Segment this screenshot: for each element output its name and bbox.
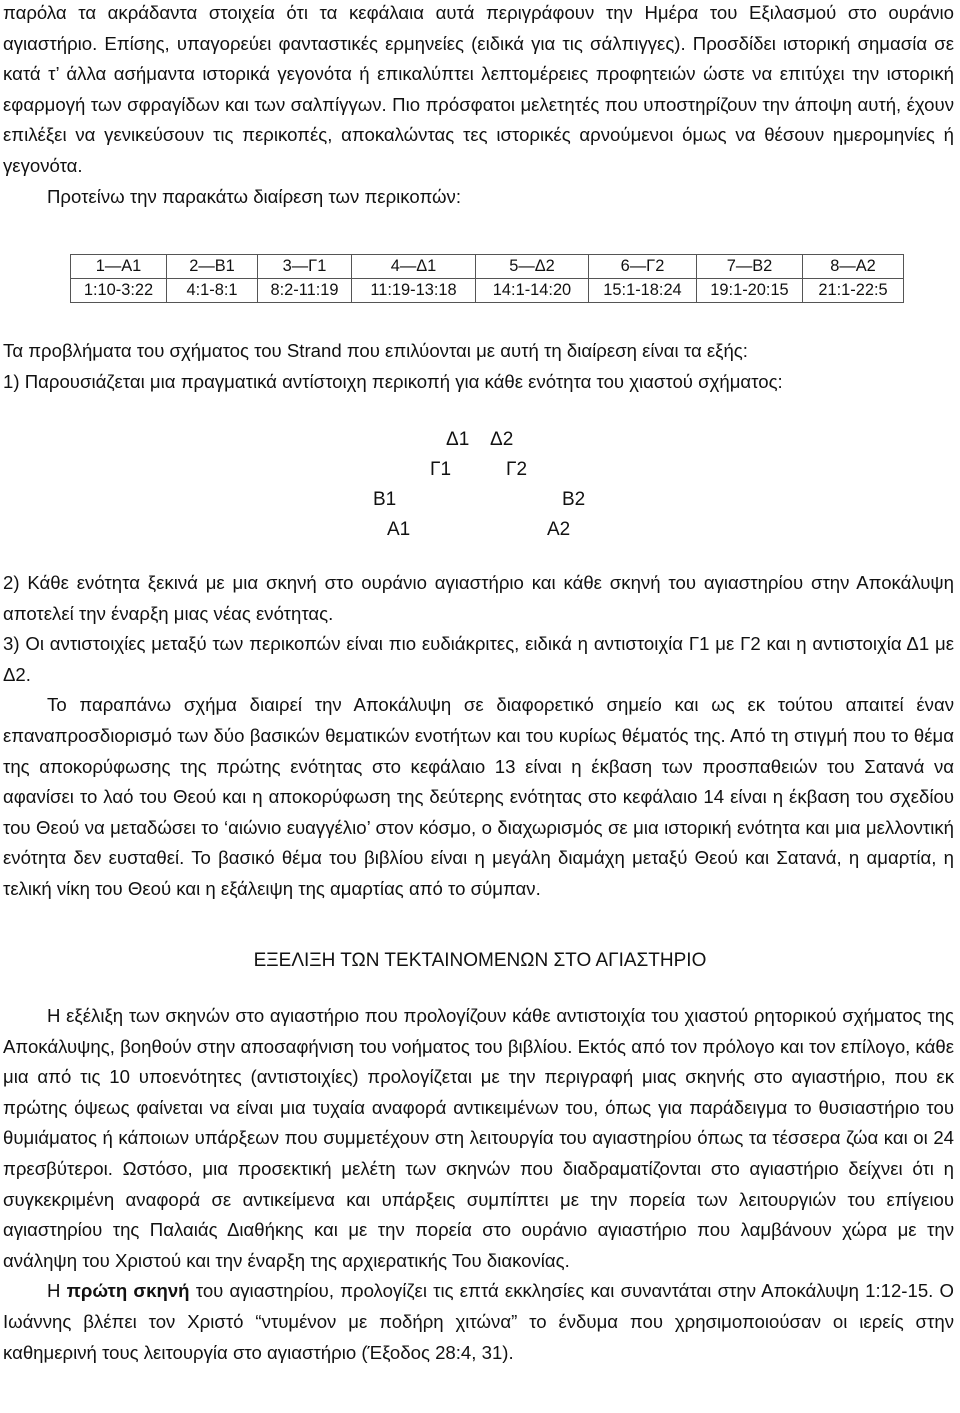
table-cell: 3—Γ1	[258, 255, 352, 279]
table-cell: 4—Δ1	[352, 255, 476, 279]
table-cell: 11:19-13:18	[352, 279, 476, 303]
table-cell: 15:1-18:24	[589, 279, 697, 303]
intro-section	[3, 0, 954, 212]
theme-paragraph: Το παραπάνω σχήμα διαιρεί την Αποκάλυψη σε διαφορετικό σημείο και ως εκ τούτου απαιτεί έναν επαναπροσδιορισμό των δύο βασικών θεματικών ενοτήτων και του κυρίως θέματός της. Από τη στιγμή που το θέμα της αποκορύφωσης της πρώτης ενότητας στο κεφάλαιο 13 είναι η έκβαση των προσπαθειών του Σατανά να αφανίσει το λαό του Θεού και η αποκορύφωση της δεύτερης ενότητας στο κεφάλαιο 14 είναι η έκβαση του σχεδίου του Θεού να μεταδώσει το ‘αιώνιο ευαγγέλιο’ στον κόσμο, ο διαχωρισμός σε μια ιστορική ενότητα και μια μελλοντική ενότητα δεν ευσταθεί. Το βασικό θέμα του βιβλίου είναι η μεγάλη διαμάχη μεταξύ Θεού και Σατανά, η αμαρτία, η τελική νίκη του Θεού και η εξάλειψη της αμαρτίας από το σύμπαν.	[3, 694, 954, 899]
table-cell: 4:1-8:1	[167, 279, 258, 303]
first-scene-paragraph	[3, 1276, 954, 1368]
first-scene-rest: του αγιαστηρίου, προλογίζει τις επτά εκκλησίες και συναντάται στην Αποκάλυψη 1:12-15. Ο Ιωάννης βλέπει τον Χριστό “ντυμένον με ποδήρη χιτώνα” το ένδυμα που χρησιμοποιούσαν οι ιερείς στην καθημερινή τους λειτουργία στο αγιαστήριο (Έξοδος 28:4, 31).	[3, 1280, 954, 1363]
chiasm-a2: Α2	[547, 519, 571, 540]
proposal-line: Προτείνω την παρακάτω διαίρεση των περικοπών:	[47, 185, 461, 207]
table-cell: 1:10-3:22	[71, 279, 167, 303]
table-row	[71, 279, 904, 303]
table-cell: 8:2-11:19	[258, 279, 352, 303]
table-cell: 21:1-22:5	[803, 279, 904, 303]
chiasm-d2: Δ2	[490, 429, 514, 450]
table-cell: 8—Α2	[803, 255, 904, 279]
chiasm-g2: Γ2	[506, 459, 528, 480]
after-table-section	[3, 336, 954, 397]
chiasm-b2: Β2	[562, 489, 586, 510]
table-cell: 1—Α1	[71, 255, 167, 279]
problems-intro: Τα προβλήματα του σχήματος του Strand που επιλύονται με αυτή τη διαίρεση είναι τα εξής:	[3, 340, 748, 361]
sanctuary-paragraph: Η εξέλιξη των σκηνών στο αγιαστήριο που προλογίζουν κάθε αντιστοιχία του χιαστού ρητορικού σχήματος της Αποκάλυψης, βοηθούν στην αποσαφήνιση του νοήματος του βιβλίου. Εκτός από τον πρόλογο και τον επίλογο, κάθε μια από τις 10 υποενότητες (αντιστοιχίες) προλογίζεται με την περιγραφή μιας σκηνής στο αγιαστήριο, που εκ πρώτης όψεως φαίνεται να είναι μια τυχαία αναφορά αντικειμένων του, όπως για παράδειγμα το θυσιαστήριο του θυμιάματος ή κάποιων υπάρξεων που συμμετέχουν στη λειτουργία του αγιαστηρίου όπως τα τέσσερα ζώα και οι 24 πρεσβύτεροι. Ωστόσο, μια προσεκτική μελέτη των σκηνών που διαδραματίζονται στο αγιαστήριο δείχνει ότι η συγκεκριμένη αναφορά σε αντικείμενα και υπάρξεις συμπίπτει με την πορεία των λειτουργιών του επίγειου αγιαστηρίου της Παλαιάς Διαθήκης και με την πορεία στο ουράνιο αγιαστήριο που λαμβάνουν χώρα με την ανάληψη του Χριστού και την έναρξη της αρχιερατικής Του διακονίας.	[3, 1005, 954, 1271]
points-section	[3, 568, 954, 905]
first-scene-bold: πρώτη σκηνή	[66, 1280, 190, 1302]
sanctuary-section	[3, 1001, 954, 1368]
passage-division-table	[70, 254, 904, 303]
table-cell: 5—Δ2	[476, 255, 589, 279]
table-header-row	[71, 255, 904, 279]
table-cell: 19:1-20:15	[697, 279, 803, 303]
point-3: 3) Οι αντιστοιχίες μεταξύ των περικοπών είναι πιο ευδιάκριτες, ειδικά η αντιστοιχία Γ1 με Γ2 και η αντιστοιχία Δ1 με Δ2.	[3, 633, 954, 685]
chiasm-a1: Α1	[387, 519, 411, 540]
section-heading: ΕΞΕΛΙΞΗ ΤΩΝ ΤΕΚΤΑΙΝΟΜΕΝΩΝ ΣΤΟ ΑΓΙΑΣΤΗΡΙΟ	[253, 950, 707, 971]
point-2: 2) Κάθε ενότητα ξεκινά με μια σκηνή στο ουράνιο αγιαστήριο και κάθε σκηνή του αγιαστηρίου στην Αποκάλυψη αποτελεί την έναρξη μιας νέας ενότητας.	[3, 572, 954, 624]
table-cell: 6—Γ2	[589, 255, 697, 279]
table-cell: 2—Β1	[167, 255, 258, 279]
table-cell: 14:1-14:20	[476, 279, 589, 303]
chiasm-diagram	[0, 425, 960, 545]
point-1: 1) Παρουσιάζεται μια πραγματικά αντίστοιχη περικοπή για κάθε ενότητα του χιαστού σχήματος:	[3, 370, 783, 392]
chiasm-b1: Β1	[373, 489, 397, 510]
chiasm-g1: Γ1	[430, 459, 452, 480]
table-cell: 7—Β2	[697, 255, 803, 279]
intro-paragraph: παρόλα τα ακράδαντα στοιχεία ότι τα κεφάλαια αυτά περιγράφουν την Ημέρα του Εξιλασμού στο ουράνιο αγιαστήριο. Επίσης, υπαγορεύει φανταστικές ερμηνείες (ειδικά για τις σάλπιγγες). Προσδίδει ιστορική σημασία σε κατά τ’ άλλα ασήμαντα ιστορικά γεγονότα ή επικαλύπτει λεπτομέρειες προφητειών ώστε να επιτύχει την ιστορική εφαρμογή των σφραγίδων και των σαλπίγγων. Πιο πρόσφατοι μελετητές που υποστηρίζουν την άποψη αυτή, έχουν επιλέξει να γενικεύσουν τις περικοπές, αποκαλώντας τες ιστορικές αρνούμενοι όμως να θέσουν ημερομηνίες ή γεγονότα.	[3, 2, 954, 176]
chiasm-d1: Δ1	[446, 429, 470, 450]
first-scene-start: Η	[47, 1280, 61, 1302]
